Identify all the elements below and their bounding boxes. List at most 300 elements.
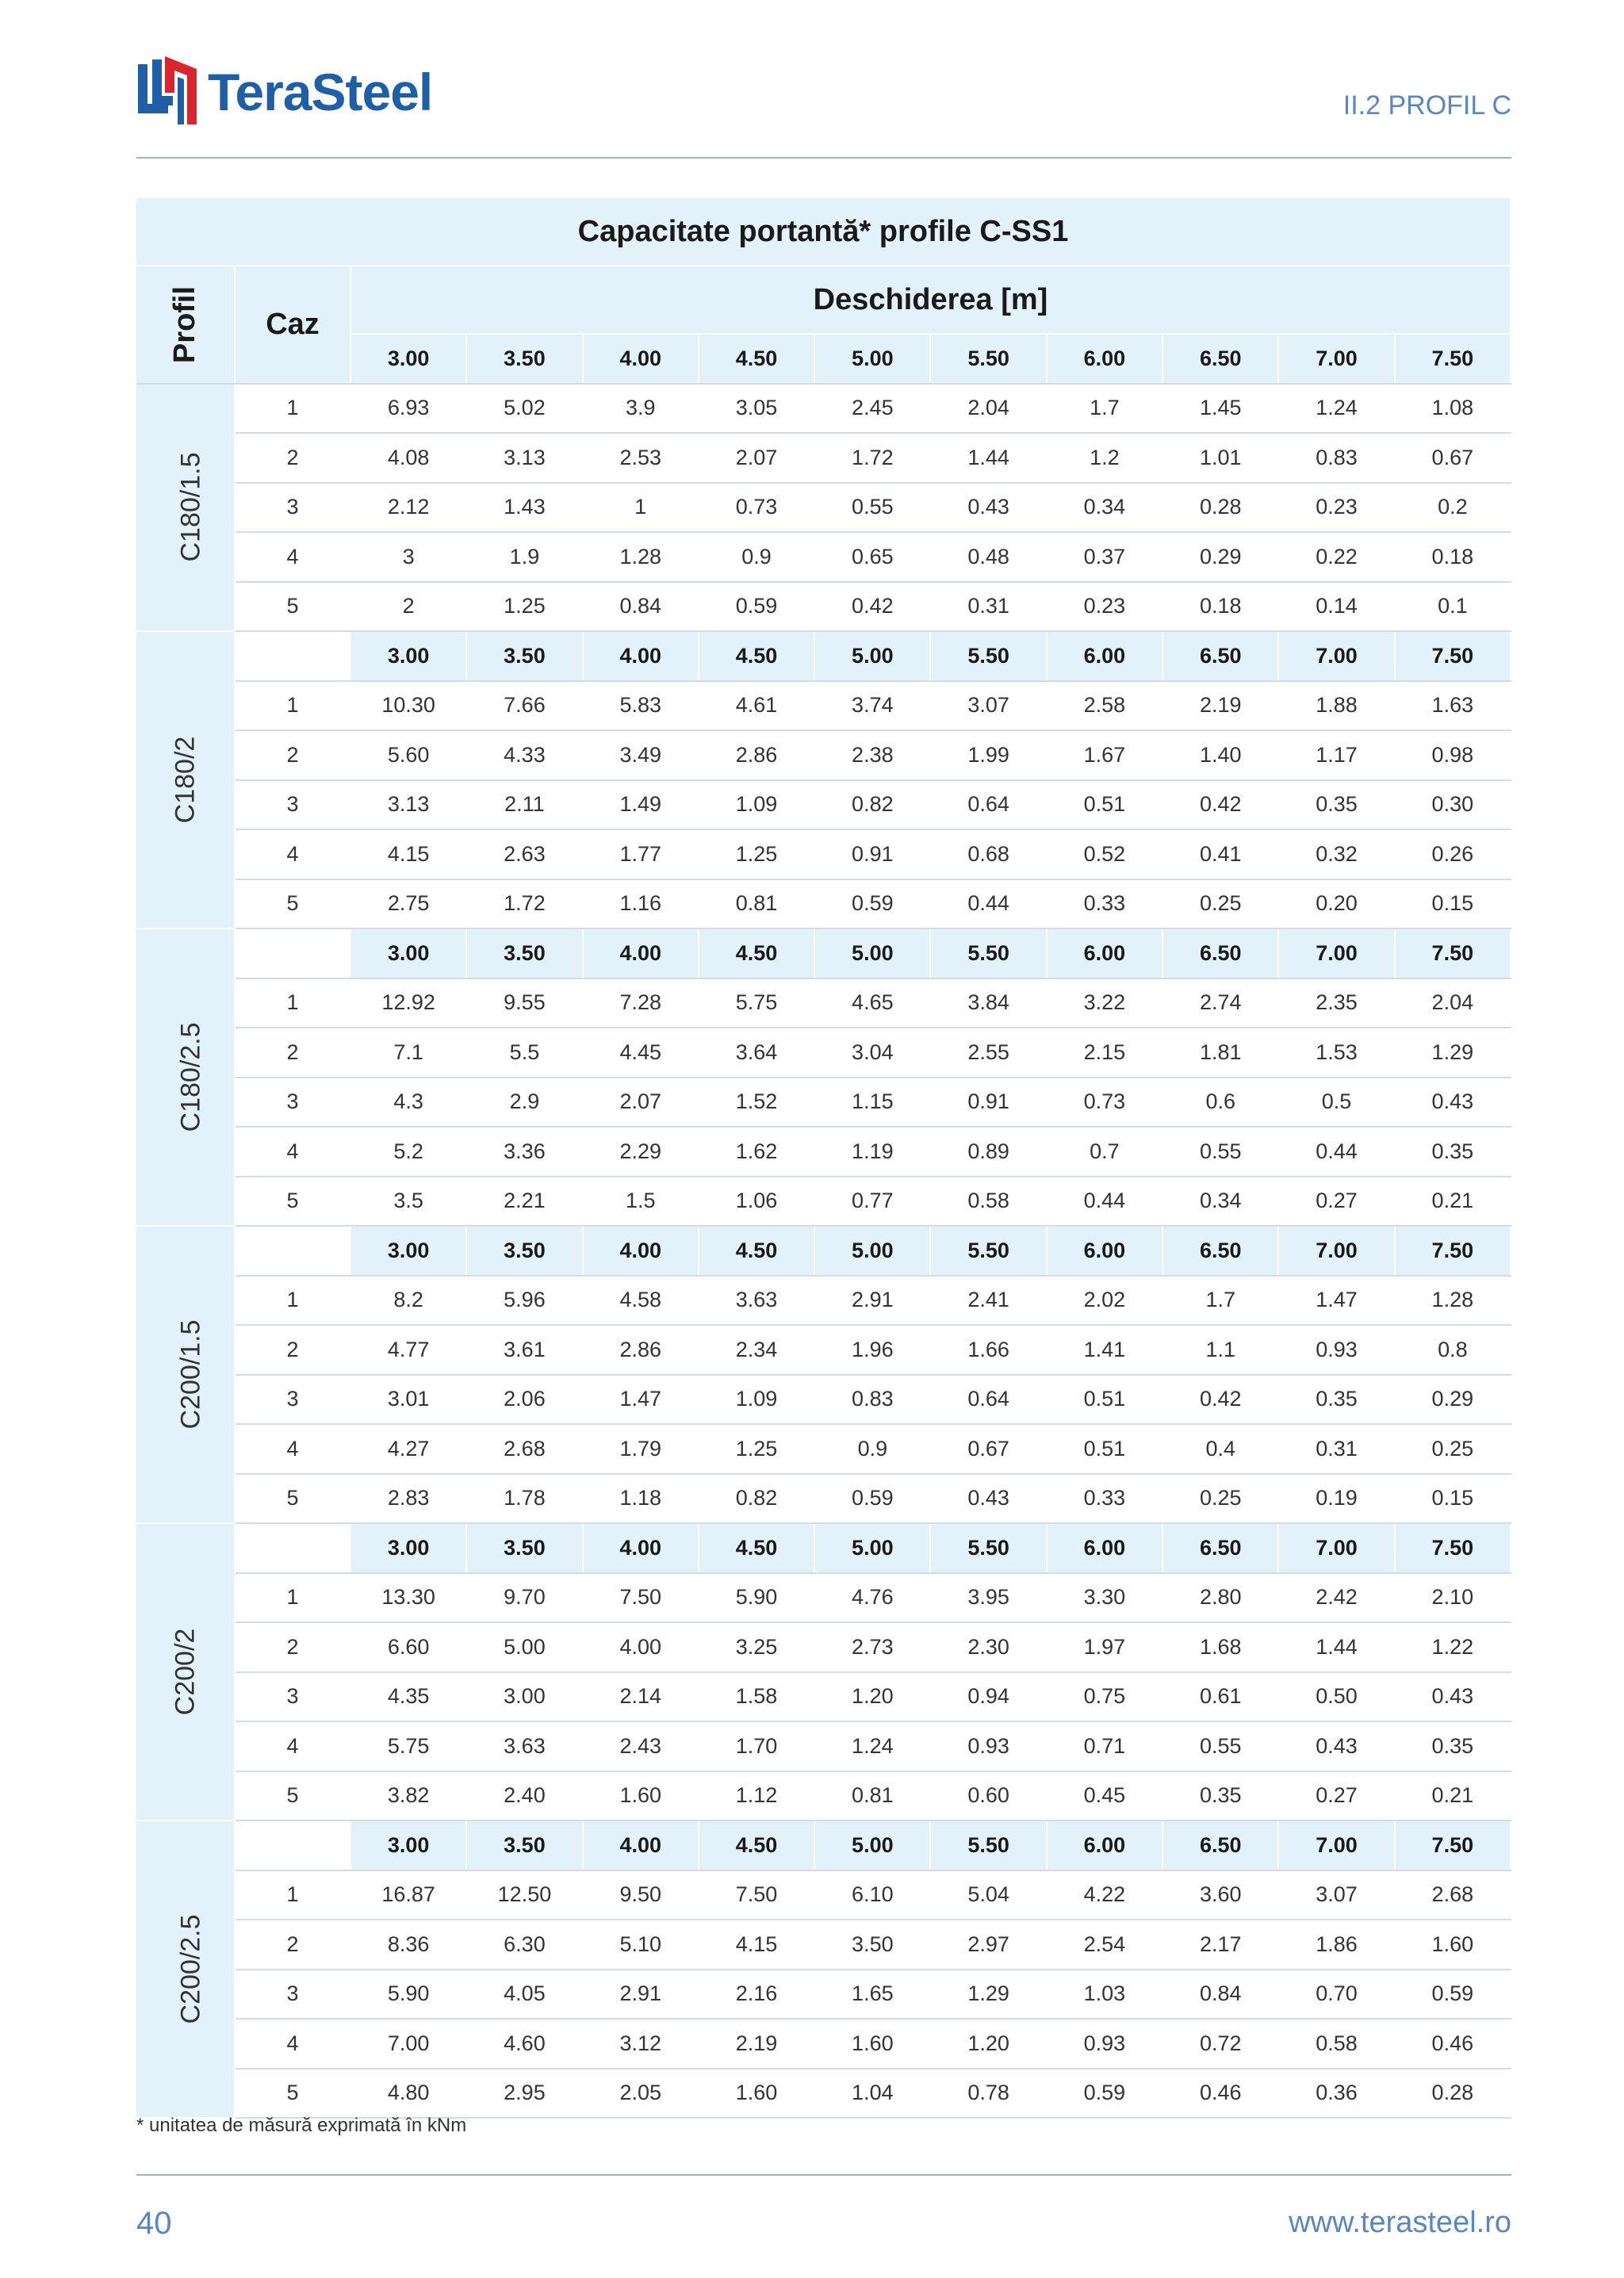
value-cell: 0.67 [1395, 433, 1511, 483]
table-row [136, 1771, 1511, 1821]
profile-label [136, 1820, 235, 2118]
value-cell: 3.36 [466, 1127, 582, 1177]
value-cell: 1.97 [1047, 1622, 1162, 1672]
value-cell: 5.2 [350, 1127, 466, 1177]
value-cell: 2.05 [583, 2069, 699, 2119]
span-value: 5.00 [814, 334, 930, 384]
caz-cell: 2 [235, 1325, 350, 1375]
value-cell: 1.62 [699, 1127, 814, 1177]
value-cell: 2.55 [930, 1028, 1046, 1078]
value-cell: 0.28 [1162, 483, 1278, 533]
value-cell: 0.42 [814, 582, 930, 632]
value-cell: 0.61 [1162, 1672, 1278, 1722]
value-cell: 1.1 [1162, 1325, 1278, 1375]
value-cell: 0.73 [1047, 1078, 1162, 1128]
span-value: 3.50 [466, 631, 582, 681]
caz-cell: 2 [235, 1028, 350, 1078]
value-cell: 2 [350, 582, 466, 632]
span-header: Deschiderea [m] [350, 266, 1511, 334]
value-cell: 3.30 [1047, 1573, 1162, 1623]
table-row [136, 1970, 1511, 2020]
value-cell: 0.9 [699, 532, 814, 582]
value-cell: 12.92 [350, 978, 466, 1028]
span-value: 5.00 [814, 928, 930, 978]
value-cell: 1.9 [466, 532, 582, 582]
value-cell: 2.19 [1162, 681, 1278, 731]
table-row [136, 978, 1511, 1028]
value-cell: 1.63 [1395, 681, 1511, 731]
value-cell: 1.52 [699, 1078, 814, 1128]
table-row [136, 1078, 1511, 1128]
value-cell: 9.55 [466, 978, 582, 1028]
span-value: 7.50 [1395, 334, 1511, 384]
caz-cell: 4 [235, 829, 350, 879]
value-cell: 1.24 [1278, 384, 1394, 434]
terasteel-logo [136, 52, 432, 132]
value-cell: 0.52 [1047, 829, 1162, 879]
value-cell: 0.70 [1278, 1970, 1394, 2020]
value-cell: 2.73 [814, 1622, 930, 1672]
value-cell: 4.00 [583, 1622, 699, 1672]
value-cell: 0.77 [814, 1177, 930, 1227]
span-value: 7.00 [1278, 1523, 1394, 1573]
value-cell: 0.82 [814, 780, 930, 830]
value-cell: 2.53 [583, 433, 699, 483]
span-value: 4.50 [699, 928, 814, 978]
value-cell: 0.21 [1395, 1771, 1511, 1821]
span-value: 5.00 [814, 1523, 930, 1573]
span-value: 7.00 [1278, 1226, 1394, 1276]
value-cell: 2.95 [466, 2069, 582, 2119]
value-cell: 1.28 [583, 532, 699, 582]
value-cell: 0.84 [1162, 1970, 1278, 2020]
value-cell: 0.44 [930, 879, 1046, 929]
page-footer [136, 2174, 1511, 2255]
table-row [136, 1721, 1511, 1771]
span-value: 6.00 [1047, 1820, 1162, 1870]
value-cell: 2.91 [814, 1276, 930, 1326]
value-cell: 1.40 [1162, 730, 1278, 780]
value-cell: 0.34 [1162, 1177, 1278, 1227]
span-values-row [136, 1820, 1511, 1870]
table-row [136, 730, 1511, 780]
value-cell: 1.70 [699, 1721, 814, 1771]
value-cell: 1.22 [1395, 1622, 1511, 1672]
profile-label [136, 631, 235, 928]
value-cell: 2.11 [466, 780, 582, 830]
table-row [136, 384, 1511, 434]
span-value: 5.50 [930, 1820, 1046, 1870]
span-value: 3.50 [466, 1820, 582, 1870]
caz-cell: 3 [235, 1970, 350, 2020]
brand-name: TeraSteel [208, 63, 433, 121]
table-row [136, 1127, 1511, 1177]
value-cell: 1.77 [583, 829, 699, 879]
span-value: 7.00 [1278, 631, 1394, 681]
value-cell: 5.5 [466, 1028, 582, 1078]
value-cell: 0.58 [1278, 2019, 1394, 2069]
value-cell: 2.12 [350, 483, 466, 533]
value-cell: 0.9 [814, 1424, 930, 1474]
value-cell: 3.63 [466, 1721, 582, 1771]
span-value: 5.50 [930, 1226, 1046, 1276]
span-value: 3.00 [350, 1820, 466, 1870]
span-value: 6.50 [1162, 334, 1278, 384]
caz-cell: 5 [235, 1177, 350, 1227]
footnote: * unitatea de măsură exprimată în kNm [136, 2115, 467, 2136]
value-cell: 2.68 [1395, 1870, 1511, 1920]
table-row [136, 681, 1511, 731]
caz-cell: 2 [235, 433, 350, 483]
value-cell: 1.47 [1278, 1276, 1394, 1326]
span-value: 7.00 [1278, 1820, 1394, 1870]
value-cell: 2.42 [1278, 1573, 1394, 1623]
value-cell: 0.18 [1162, 582, 1278, 632]
blank-cell [235, 1820, 350, 1870]
value-cell: 16.87 [350, 1870, 466, 1920]
value-cell: 0.51 [1047, 780, 1162, 830]
value-cell: 0.59 [814, 879, 930, 929]
value-cell: 7.50 [583, 1573, 699, 1623]
caz-cell: 4 [235, 1424, 350, 1474]
value-cell: 0.46 [1162, 2069, 1278, 2119]
value-cell: 8.2 [350, 1276, 466, 1326]
value-cell: 0.81 [814, 1771, 930, 1821]
table-row [136, 1424, 1511, 1474]
value-cell: 0.33 [1047, 1474, 1162, 1524]
value-cell: 0.93 [1278, 1325, 1394, 1375]
value-cell: 1.58 [699, 1672, 814, 1722]
value-cell: 0.30 [1395, 780, 1511, 830]
table-row [136, 829, 1511, 879]
value-cell: 0.93 [930, 1721, 1046, 1771]
span-value: 6.00 [1047, 1523, 1162, 1573]
value-cell: 0.22 [1278, 532, 1394, 582]
value-cell: 1.20 [930, 2019, 1046, 2069]
value-cell: 0.43 [1395, 1078, 1511, 1128]
value-cell: 12.50 [466, 1870, 582, 1920]
caz-cell: 4 [235, 1127, 350, 1177]
value-cell: 0.91 [814, 829, 930, 879]
value-cell: 0.43 [1395, 1672, 1511, 1722]
value-cell: 1.78 [466, 1474, 582, 1524]
value-cell: 1.7 [1047, 384, 1162, 434]
blank-cell [235, 631, 350, 681]
value-cell: 0.51 [1047, 1424, 1162, 1474]
value-cell: 9.70 [466, 1573, 582, 1623]
value-cell: 3.64 [699, 1028, 814, 1078]
value-cell: 1.86 [1278, 1920, 1394, 1970]
value-cell: 0.25 [1395, 1424, 1511, 1474]
span-value: 5.00 [814, 1820, 930, 1870]
value-cell: 0.36 [1278, 2069, 1394, 2119]
profile-label-text: C200/2.5 [175, 1914, 206, 2024]
value-cell: 1.15 [814, 1078, 930, 1128]
value-cell: 0.68 [930, 829, 1046, 879]
value-cell: 2.10 [1395, 1573, 1511, 1623]
value-cell: 1.65 [814, 1970, 930, 2020]
span-value: 7.50 [1395, 1226, 1511, 1276]
profile-label-text: C180/1.5 [175, 452, 206, 562]
value-cell: 2.74 [1162, 978, 1278, 1028]
value-cell: 1.09 [699, 1375, 814, 1425]
value-cell: 3.63 [699, 1276, 814, 1326]
value-cell: 1.16 [583, 879, 699, 929]
profile-label-text: C180/2 [169, 736, 200, 824]
table-row [136, 1870, 1511, 1920]
value-cell: 2.07 [699, 433, 814, 483]
value-cell: 0.32 [1278, 829, 1394, 879]
value-cell: 5.83 [583, 681, 699, 731]
span-value: 5.50 [930, 631, 1046, 681]
value-cell: 1.06 [699, 1177, 814, 1227]
value-cell: 1.66 [930, 1325, 1046, 1375]
value-cell: 1.19 [814, 1127, 930, 1177]
value-cell: 5.60 [350, 730, 466, 780]
value-cell: 1.53 [1278, 1028, 1394, 1078]
capacity-table [136, 198, 1511, 2119]
caz-cell: 2 [235, 730, 350, 780]
value-cell: 6.60 [350, 1622, 466, 1672]
value-cell: 2.16 [699, 1970, 814, 2020]
table-row [136, 433, 1511, 483]
value-cell: 1.04 [814, 2069, 930, 2119]
value-cell: 1.17 [1278, 730, 1394, 780]
value-cell: 1 [583, 483, 699, 533]
value-cell: 1.60 [814, 2019, 930, 2069]
span-value: 6.50 [1162, 631, 1278, 681]
span-value: 3.00 [350, 334, 466, 384]
value-cell: 3.13 [466, 433, 582, 483]
value-cell: 2.06 [466, 1375, 582, 1425]
value-cell: 10.30 [350, 681, 466, 731]
value-cell: 0.89 [930, 1127, 1046, 1177]
value-cell: 0.29 [1395, 1375, 1511, 1425]
span-value: 7.00 [1278, 334, 1394, 384]
table-row [136, 1622, 1511, 1672]
span-values-row [136, 1226, 1511, 1276]
value-cell: 7.00 [350, 2019, 466, 2069]
value-cell: 1.29 [930, 1970, 1046, 2020]
value-cell: 4.58 [583, 1276, 699, 1326]
table-row [136, 879, 1511, 929]
value-cell: 2.02 [1047, 1276, 1162, 1326]
table-row [136, 582, 1511, 632]
value-cell: 2.34 [699, 1325, 814, 1375]
value-cell: 1.47 [583, 1375, 699, 1425]
value-cell: 3.60 [1162, 1870, 1278, 1920]
value-cell: 7.50 [699, 1870, 814, 1920]
value-cell: 0.25 [1162, 1474, 1278, 1524]
span-value: 7.50 [1395, 928, 1511, 978]
value-cell: 2.63 [466, 829, 582, 879]
span-values-row [136, 1523, 1511, 1573]
table-row [136, 2019, 1511, 2069]
table-row [136, 1573, 1511, 1623]
value-cell: 0.31 [930, 582, 1046, 632]
value-cell: 4.3 [350, 1078, 466, 1128]
value-cell: 0.78 [930, 2069, 1046, 2119]
caz-cell: 3 [235, 483, 350, 533]
value-cell: 0.6 [1162, 1078, 1278, 1128]
value-cell: 4.65 [814, 978, 930, 1028]
value-cell: 2.80 [1162, 1573, 1278, 1623]
value-cell: 3.07 [930, 681, 1046, 731]
value-cell: 6.93 [350, 384, 466, 434]
value-cell: 1.99 [930, 730, 1046, 780]
value-cell: 0.31 [1278, 1424, 1394, 1474]
span-value: 4.00 [583, 334, 699, 384]
caz-cell: 2 [235, 1920, 350, 1970]
value-cell: 0.42 [1162, 780, 1278, 830]
value-cell: 0.23 [1278, 483, 1394, 533]
span-value: 7.50 [1395, 631, 1511, 681]
value-cell: 0.82 [699, 1474, 814, 1524]
header-row [136, 266, 1511, 334]
value-cell: 0.45 [1047, 1771, 1162, 1821]
span-value: 3.50 [466, 1523, 582, 1573]
value-cell: 8.36 [350, 1920, 466, 1970]
page-header [136, 49, 1511, 159]
span-value: 7.50 [1395, 1820, 1511, 1870]
value-cell: 4.08 [350, 433, 466, 483]
value-cell: 0.26 [1395, 829, 1511, 879]
profile-label-text: C200/1.5 [175, 1319, 206, 1430]
span-value: 4.50 [699, 334, 814, 384]
span-value: 6.50 [1162, 928, 1278, 978]
caz-cell: 1 [235, 1573, 350, 1623]
value-cell: 4.61 [699, 681, 814, 731]
value-cell: 2.41 [930, 1276, 1046, 1326]
value-cell: 0.25 [1162, 879, 1278, 929]
value-cell: 5.04 [930, 1870, 1046, 1920]
value-cell: 0.64 [930, 1375, 1046, 1425]
value-cell: 0.7 [1047, 1127, 1162, 1177]
value-cell: 1.96 [814, 1325, 930, 1375]
value-cell: 3.05 [699, 384, 814, 434]
table-row [136, 1375, 1511, 1425]
table-row [136, 1028, 1511, 1078]
value-cell: 1.88 [1278, 681, 1394, 731]
value-cell: 0.73 [699, 483, 814, 533]
value-cell: 0.15 [1395, 1474, 1511, 1524]
value-cell: 0.33 [1047, 879, 1162, 929]
value-cell: 0.81 [699, 879, 814, 929]
value-cell: 5.02 [466, 384, 582, 434]
value-cell: 2.58 [1047, 681, 1162, 731]
value-cell: 7.66 [466, 681, 582, 731]
value-cell: 5.96 [466, 1276, 582, 1326]
value-cell: 0.51 [1047, 1375, 1162, 1425]
value-cell: 0.42 [1162, 1375, 1278, 1425]
value-cell: 0.50 [1278, 1672, 1394, 1722]
value-cell: 3.5 [350, 1177, 466, 1227]
value-cell: 1.18 [583, 1474, 699, 1524]
value-cell: 2.07 [583, 1078, 699, 1128]
value-cell: 0.46 [1395, 2019, 1511, 2069]
value-cell: 1.60 [1395, 1920, 1511, 1970]
value-cell: 2.04 [930, 384, 1046, 434]
table-title-row [136, 198, 1511, 266]
caz-cell: 5 [235, 879, 350, 929]
value-cell: 0.14 [1278, 582, 1394, 632]
caz-cell: 5 [235, 2069, 350, 2119]
value-cell: 4.22 [1047, 1870, 1162, 1920]
value-cell: 0.59 [814, 1474, 930, 1524]
value-cell: 0.83 [814, 1375, 930, 1425]
value-cell: 3.74 [814, 681, 930, 731]
value-cell: 0.64 [930, 780, 1046, 830]
profile-label-text: C200/2 [169, 1628, 200, 1716]
value-cell: 0.41 [1162, 829, 1278, 879]
value-cell: 2.86 [699, 730, 814, 780]
table-row [136, 1672, 1511, 1722]
value-cell: 1.67 [1047, 730, 1162, 780]
value-cell: 0.37 [1047, 532, 1162, 582]
value-cell: 1.45 [1162, 384, 1278, 434]
value-cell: 0.44 [1047, 1177, 1162, 1227]
caz-cell: 5 [235, 1474, 350, 1524]
table-row [136, 1474, 1511, 1524]
value-cell: 0.91 [930, 1078, 1046, 1128]
span-value: 4.50 [699, 1820, 814, 1870]
value-cell: 0.15 [1395, 879, 1511, 929]
caz-header: Caz [235, 266, 350, 384]
value-cell: 0.60 [930, 1771, 1046, 1821]
value-cell: 3.95 [930, 1573, 1046, 1623]
website-link[interactable]: www.terasteel.ro [1289, 2206, 1511, 2239]
value-cell: 5.90 [350, 1970, 466, 2020]
value-cell: 1.79 [583, 1424, 699, 1474]
span-value: 5.00 [814, 1226, 930, 1276]
span-value: 7.50 [1395, 1523, 1511, 1573]
value-cell: 3.82 [350, 1771, 466, 1821]
span-values-row [136, 631, 1511, 681]
value-cell: 0.55 [1162, 1127, 1278, 1177]
table-row [136, 1325, 1511, 1375]
caz-cell: 3 [235, 1078, 350, 1128]
value-cell: 0.93 [1047, 2019, 1162, 2069]
value-cell: 0.29 [1162, 532, 1278, 582]
profile-label [136, 928, 235, 1226]
value-cell: 0.75 [1047, 1672, 1162, 1722]
value-cell: 6.10 [814, 1870, 930, 1920]
value-cell: 1.25 [466, 582, 582, 632]
value-cell: 0.43 [930, 1474, 1046, 1524]
value-cell: 0.67 [930, 1424, 1046, 1474]
value-cell: 3.00 [466, 1672, 582, 1722]
value-cell: 0.35 [1395, 1127, 1511, 1177]
value-cell: 0.1 [1395, 582, 1511, 632]
value-cell: 0.94 [930, 1672, 1046, 1722]
span-value: 6.50 [1162, 1523, 1278, 1573]
caz-cell: 3 [235, 780, 350, 830]
caz-cell: 5 [235, 582, 350, 632]
caz-cell: 3 [235, 1375, 350, 1425]
caz-cell: 1 [235, 1276, 350, 1326]
span-value: 5.00 [814, 631, 930, 681]
span-value: 3.50 [466, 1226, 582, 1276]
caz-cell: 2 [235, 1622, 350, 1672]
value-cell: 5.75 [350, 1721, 466, 1771]
value-cell: 0.23 [1047, 582, 1162, 632]
table-row [136, 1177, 1511, 1227]
value-cell: 2.75 [350, 879, 466, 929]
value-cell: 0.98 [1395, 730, 1511, 780]
span-value: 3.00 [350, 928, 466, 978]
value-cell: 2.38 [814, 730, 930, 780]
value-cell: 2.29 [583, 1127, 699, 1177]
